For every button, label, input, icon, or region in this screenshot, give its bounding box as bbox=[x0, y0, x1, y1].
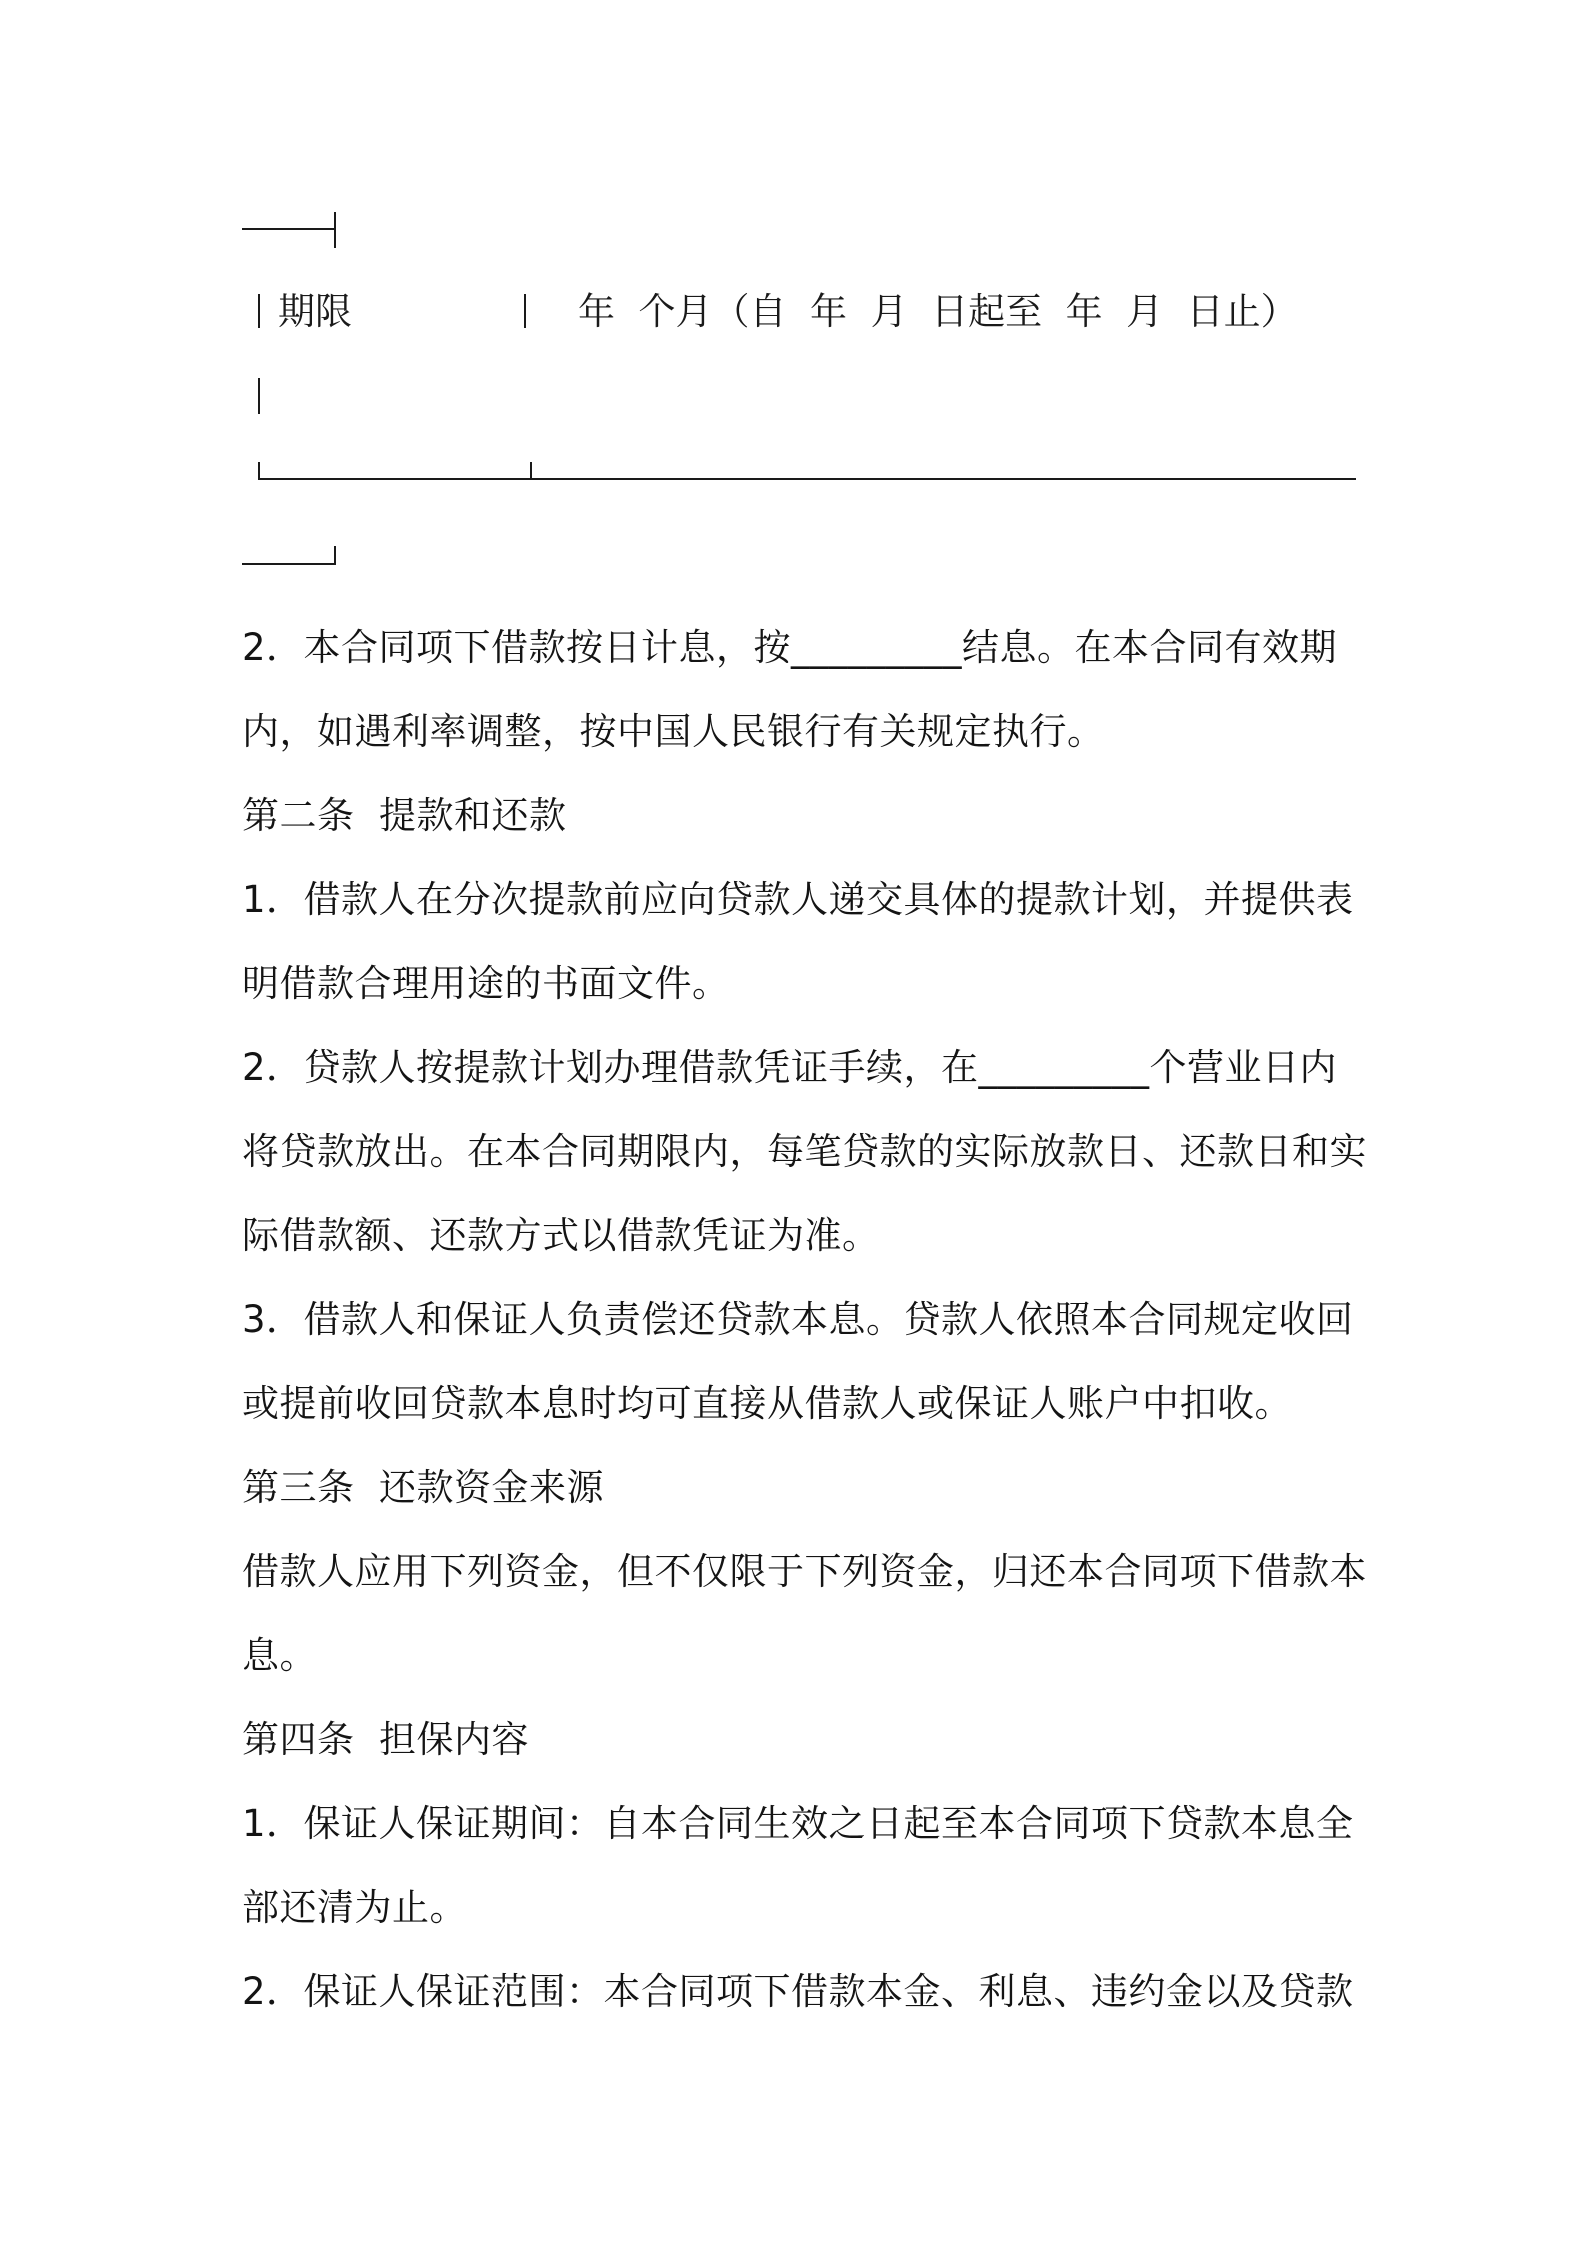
table-column-divider bbox=[524, 294, 526, 328]
table-top-corner bbox=[334, 212, 336, 248]
table-bottom-rule bbox=[258, 478, 1356, 480]
paragraph-line-16: 部还清为止。 bbox=[242, 1886, 467, 1929]
paragraph-line-17: 2．保证人保证范围：本合同项下借款本金、利息、违约金以及贷款 bbox=[242, 1970, 1354, 2013]
article-3-heading: 第三条 还款资金来源 bbox=[242, 1466, 605, 1509]
table-top-rule bbox=[242, 228, 336, 230]
paragraph-line-7: 将贷款放出。在本合同期限内，每笔贷款的实际放款日、还款日和实 bbox=[242, 1130, 1367, 1173]
article-2-heading: 第二条 提款和还款 bbox=[242, 794, 567, 837]
table-left-border bbox=[258, 294, 260, 328]
table-continuation-rule bbox=[242, 563, 336, 565]
paragraph-line-8: 际借款额、还款方式以借款凭证为准。 bbox=[242, 1214, 880, 1257]
paragraph-line-2: 内，如遇利率调整，按中国人民银行有关规定执行。 bbox=[242, 710, 1105, 753]
paragraph-line-4: 1．借款人在分次提款前应向贷款人递交具体的提款计划，并提供表 bbox=[242, 878, 1354, 921]
paragraph-line-12: 借款人应用下列资金，但不仅限于下列资金，归还本合同项下借款本 bbox=[242, 1550, 1367, 1593]
period-text: 年 个月（自 年 月 日起至 年 月 日止） bbox=[578, 290, 1298, 333]
table-left-border-continued bbox=[258, 378, 260, 414]
paragraph-line-5: 明借款合理用途的书面文件。 bbox=[242, 962, 730, 1005]
paragraph-line-1: 2．本合同项下借款按日计息，按_________结息。在本合同有效期 bbox=[242, 626, 1338, 669]
paragraph-line-10: 或提前收回贷款本息时均可直接从借款人或保证人账户中扣收。 bbox=[242, 1382, 1292, 1425]
paragraph-line-13: 息。 bbox=[242, 1634, 317, 1677]
article-4-heading: 第四条 担保内容 bbox=[242, 1718, 530, 1761]
table-continuation-corner bbox=[334, 546, 336, 565]
table-bottom-divider bbox=[530, 462, 532, 480]
period-label: 期限 bbox=[278, 290, 352, 333]
paragraph-line-15: 1．保证人保证期间：自本合同生效之日起至本合同项下贷款本息全 bbox=[242, 1802, 1354, 1845]
paragraph-line-6: 2．贷款人按提款计划办理借款凭证手续，在_________个营业日内 bbox=[242, 1046, 1338, 1089]
paragraph-line-9: 3．借款人和保证人负责偿还贷款本息。贷款人依照本合同规定收回 bbox=[242, 1298, 1354, 1341]
